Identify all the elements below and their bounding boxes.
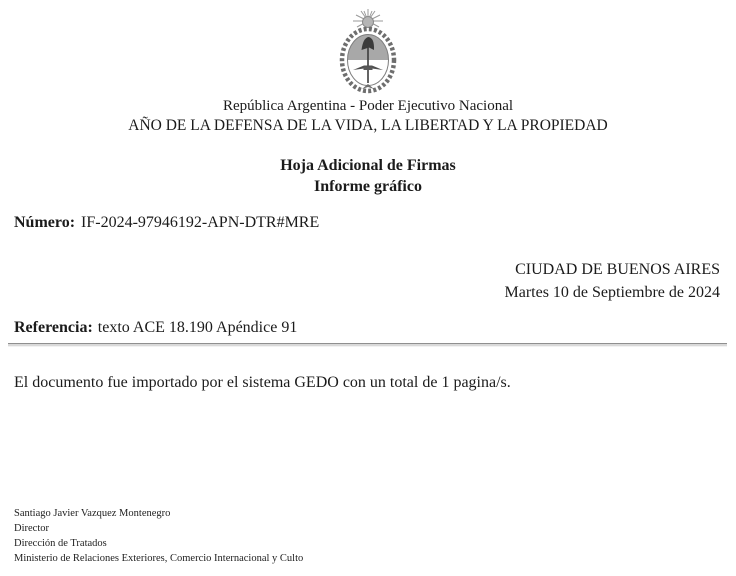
- date-line: Martes 10 de Septiembre de 2024: [504, 284, 720, 301]
- argentina-coat-of-arms-icon: [328, 8, 408, 96]
- place-date-block: [505, 258, 721, 304]
- header-line-republic: República Argentina - Poder Ejecutivo Nacional: [222, 98, 514, 114]
- signature-block: [14, 506, 303, 566]
- title-line-1: Hoja Adicional de Firmas: [280, 157, 456, 174]
- document-number-line: [14, 214, 319, 232]
- horizontal-divider: [8, 343, 727, 347]
- number-label: Número:: [14, 214, 76, 231]
- reference-line: [14, 319, 297, 337]
- title-line-2: Informe gráfico: [314, 178, 422, 195]
- document-title: [0, 155, 736, 197]
- body-text: El documento fue importado por el sistema GEDO con un total de 1 pagina/s.: [14, 374, 511, 391]
- city-line: CIUDAD DE BUENOS AIRES: [515, 261, 720, 278]
- number-value: IF-2024-97946192-APN-DTR#MRE: [81, 214, 320, 231]
- header-line-year-motto: AÑO DE LA DEFENSA DE LA VIDA, LA LIBERTAD Y LA PROPIEDAD: [128, 117, 608, 134]
- reference-value: texto ACE 18.190 Apéndice 91: [97, 319, 298, 336]
- signer-unit: Dirección de Tratados: [14, 538, 107, 549]
- reference-label: Referencia:: [14, 319, 93, 336]
- document-header: [0, 96, 736, 136]
- signer-name: Santiago Javier Vazquez Montenegro: [14, 508, 171, 519]
- signer-role: Director: [14, 523, 49, 534]
- signer-ministry: Ministerio de Relaciones Exteriores, Comercio Internacional y Culto: [14, 553, 304, 564]
